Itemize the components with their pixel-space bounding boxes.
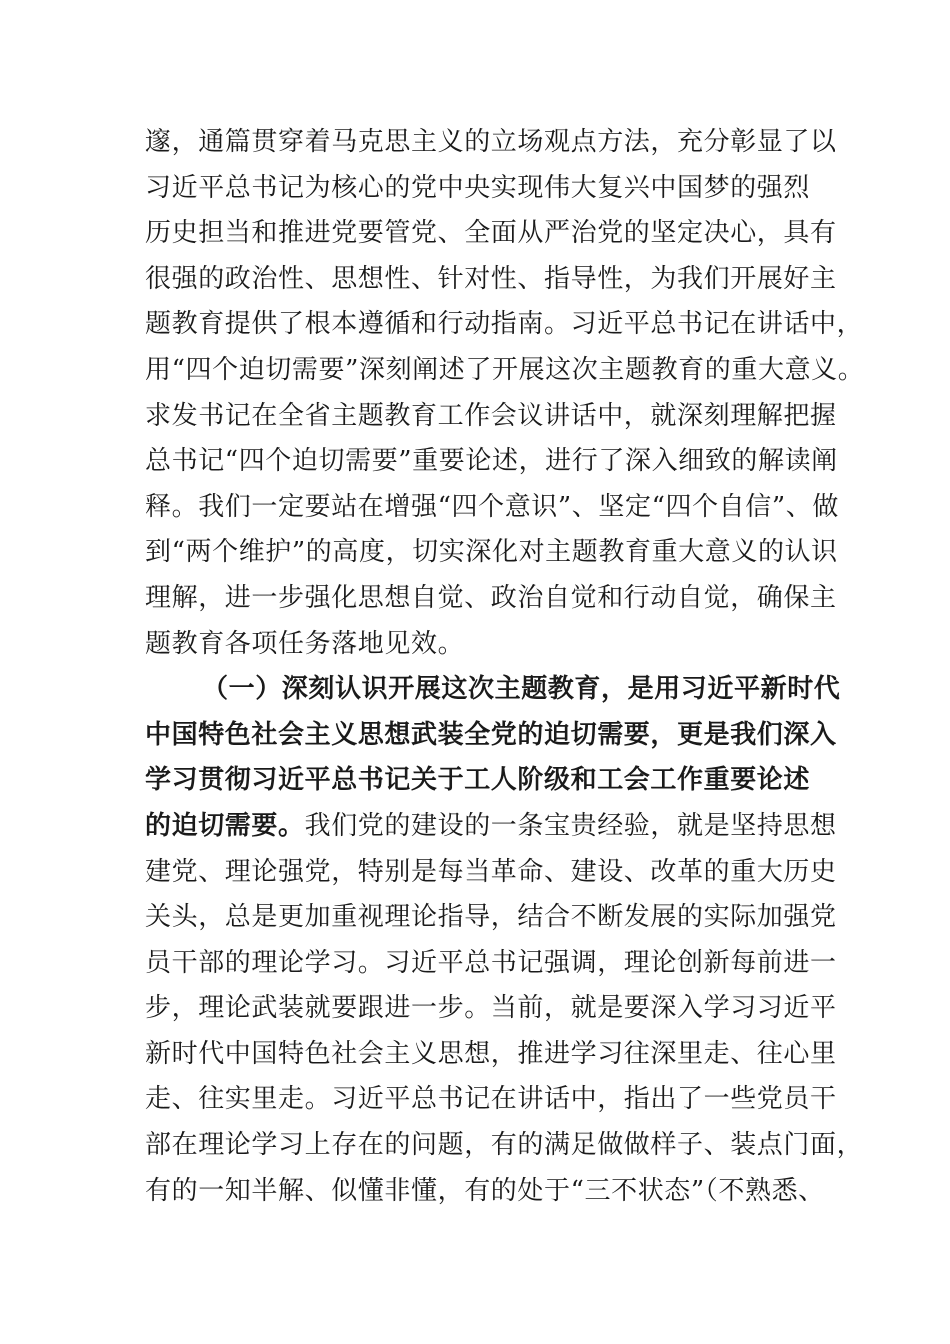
section-heading-line: 中国特色社会主义思想武装全党的迫切需要，更是我们深入	[145, 719, 837, 750]
text-line: 到“两个维护”的高度，切实深化对主题教育重大意义的认识	[145, 537, 838, 568]
section-heading-line: （一）深刻认识开展这次主题教育，是用习近平新时代	[202, 674, 841, 705]
text-line: 建党、理论强党，特别是每当革命、建设、改革的重大历史	[145, 856, 837, 887]
text-line: 关头，总是更加重视理论指导，结合不断发展的实际加强党	[145, 902, 837, 933]
paragraph-significance	[145, 120, 865, 667]
text-line: 走、往实里走。习近平总书记在讲话中，指出了一些党员干	[145, 1084, 837, 1115]
text-line: 理解，进一步强化思想自觉、政治自觉和行动自觉，确保主	[145, 582, 837, 613]
text-line: 有的一知半解、似懂非懂，有的处于“三不状态”（不熟悉、	[145, 1175, 825, 1206]
text-line: 用“四个迫切需要”深刻阐述了开展这次主题教育的重大意义。	[145, 354, 865, 385]
text-line: 总书记“四个迫切需要”重要论述，进行了深入细致的解读阐	[145, 446, 838, 477]
text-line-continuation: 我们党的建设的一条宝贵经验，就是坚持思想	[304, 810, 837, 841]
text-line: 习近平总书记为核心的党中央实现伟大复兴中国梦的强烈	[145, 172, 811, 203]
text-line: 题教育提供了根本遵循和行动指南。习近平总书记在讲话中，	[145, 309, 864, 340]
text-line: 部在理论学习上存在的问题，有的满足做做样子、装点门面，	[145, 1130, 864, 1161]
text-line: 新时代中国特色社会主义思想，推进学习往深里走、往心里	[145, 1038, 837, 1069]
body-text	[145, 120, 865, 1214]
text-line: 员干部的理论学习。习近平总书记强调，理论创新每前进一	[145, 947, 837, 978]
text-line: 邃，通篇贯穿着马克思主义的立场观点方法，充分彰显了以	[145, 127, 837, 157]
text-line	[145, 804, 837, 850]
section-heading-line: 学习贯彻习近平总书记关于工人阶级和工会工作重要论述	[145, 765, 811, 796]
text-line: 释。我们一定要站在增强“四个意识”、坚定“四个自信”、做	[145, 491, 839, 522]
text-line: 题教育各项任务落地见效。	[145, 628, 465, 659]
text-line: 历史担当和推进党要管党、全面从严治党的坚定决心，具有	[145, 218, 837, 249]
section-heading-tail: 的迫切需要。	[145, 810, 305, 841]
text-line: 求发书记在全省主题教育工作会议讲话中，就深刻理解把握	[145, 400, 837, 431]
text-line: 步，理论武装就要跟进一步。当前，就是要深入学习习近平	[145, 993, 837, 1024]
paragraph-section-one	[145, 667, 864, 1214]
text-line: 很强的政治性、思想性、针对性、指导性，为我们开展好主	[145, 263, 837, 294]
